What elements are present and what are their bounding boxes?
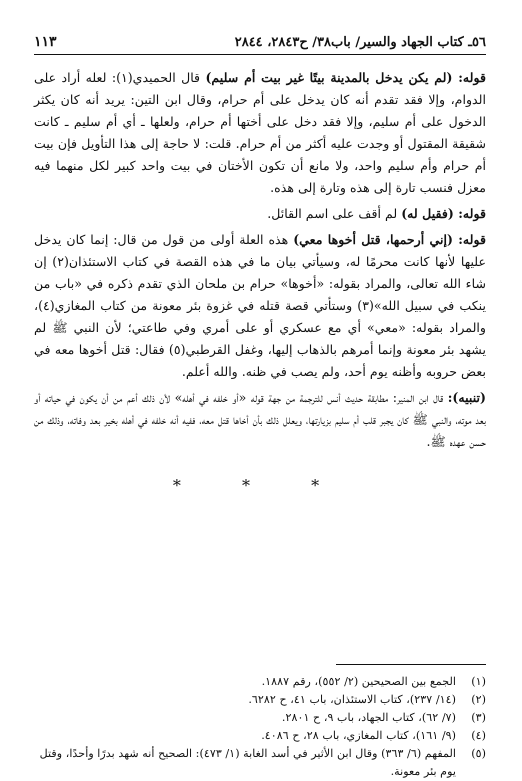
footnote-text: (٩/ ١٦١)، كتاب المغازي، باب ٢٨، ح ٤٠٨٦. <box>261 729 456 742</box>
footnote-number: (٣) <box>471 711 486 724</box>
paragraph-lead: قوله: (إني أرحمها، قتل أخوها معي) <box>293 232 486 247</box>
footnote <box>34 745 486 781</box>
header-title: ٥٦ـ كتاب الجهاد والسير/ باب٣٨/ ح٢٨٤٣، ٢٨٤٤ <box>234 35 486 50</box>
section-separator: * * * <box>172 476 348 495</box>
paragraph-lead: (تنبيه): <box>447 390 486 405</box>
paragraph-text: لم أقف على اسم القائل. <box>267 206 402 221</box>
paragraph <box>34 229 486 383</box>
footnote <box>34 727 486 745</box>
footnote-number: (٢) <box>471 693 486 706</box>
footnote <box>34 709 486 727</box>
footnote-text: (١٤/ ٢٣٧)، كتاب الاستئذان، باب ٤١، ح ٦٢٨٢. <box>248 693 456 706</box>
paragraph-lead: قوله: (لم يكن يدخل بالمدينة بيتًا غير بيت أم سليم) <box>205 70 486 85</box>
footnote-number: (١) <box>471 675 486 688</box>
footnote-text: المفهم (٦/ ٣٦٣) وقال ابن الأثير في أسد الغابة (١/ ٤٧٣): الصحيح أنه شهد بدرًا وأحدًا، وقتل يوم بئر معونة. <box>39 747 456 778</box>
paragraph <box>34 387 486 453</box>
footnote <box>34 691 486 709</box>
footnote-rule <box>336 664 486 665</box>
footnote-number: (٥) <box>471 747 486 760</box>
paragraph <box>34 203 486 225</box>
page-number: ١١٣ <box>34 34 57 50</box>
footnote-text: (٧/ ٦٢)، كتاب الجهاد، باب ٩، ح ٢٨٠١. <box>281 711 456 724</box>
paragraph-text: قال الحميدي(١): لعله أراد على الدوام، وإلا فقد تقدم أنه كان يدخل على أم حرام، وقال ابن التين: يريد أنه كان يكثر الدخول على أم سليم، وإلا فقد دخل على أختها أم حرام، ولعلها ـ أي أم سليم ـ كانت شقيقة المقتول أو وجدت عليه أكثر من أم حرام. قلت: لا حاجة إلى هذا التأويل فإن بيت أم حرام وأم سليم واحد، ولا مانع أن تكون الأختان في بيت واحد كبير لكل منهما فيه معزل فنسب تارة إلى هذه وتارة إلى هذه. <box>34 70 486 195</box>
main-text <box>34 67 486 497</box>
paragraph <box>34 67 486 199</box>
footnote <box>34 673 486 691</box>
paragraph-text: قال ابن المنير: مطابقة حديث أنس للترجمة من جهة قوله «أو خلفه في أهله» لأن ذلك أعم من أن يكون في حياته أو بعد موته، والنبي ﷺ كان يجبر قلب أم سليم بزيارتها، ويعلل ذلك بأن أخاها قتل معه، ففيه أنه خلفه في أهله بخير بعد وفاته، وذلك من حسن عهده ﷺ. <box>34 390 486 449</box>
footnote-number: (٤) <box>471 729 486 742</box>
paragraph-lead: قوله: (فقيل له) <box>401 206 486 221</box>
paragraph-text: هذه العلة أولى من قول من قال: إنما كان يدخل عليها لأنها كانت محرمًا له، وسيأتي بيان ما في هذه القصة في كتاب الاستئذان(٢) إن شاء الله تعالى، والمراد بقوله: «أخوها» حرام بن ملحان الذي تقدم ذكره في «باب من ينكب في سبيل الله»(٣) وستأتي قصة قتله في غزوة بئر معونة من كتاب المغازي(٤)، والمراد بقوله: «معي» أي مع عسكري أو على أمري وفي طاعتي؛ لأن النبي ﷺ لم يشهد بئر معونة وإنما أمرهم بالذهاب إليها، وغفل القرطبي(٥) فقال: قتل أخوها معه في بعض حروبه وأظنه يوم أحد، ولم يصب في ظنه. والله أعلم. <box>34 232 486 379</box>
footnotes <box>34 673 486 781</box>
footnote-text: الجمع بين الصحيحين (٢/ ٥٥٢)، رقم ١٨٨٧. <box>261 675 456 688</box>
running-header <box>34 34 486 55</box>
